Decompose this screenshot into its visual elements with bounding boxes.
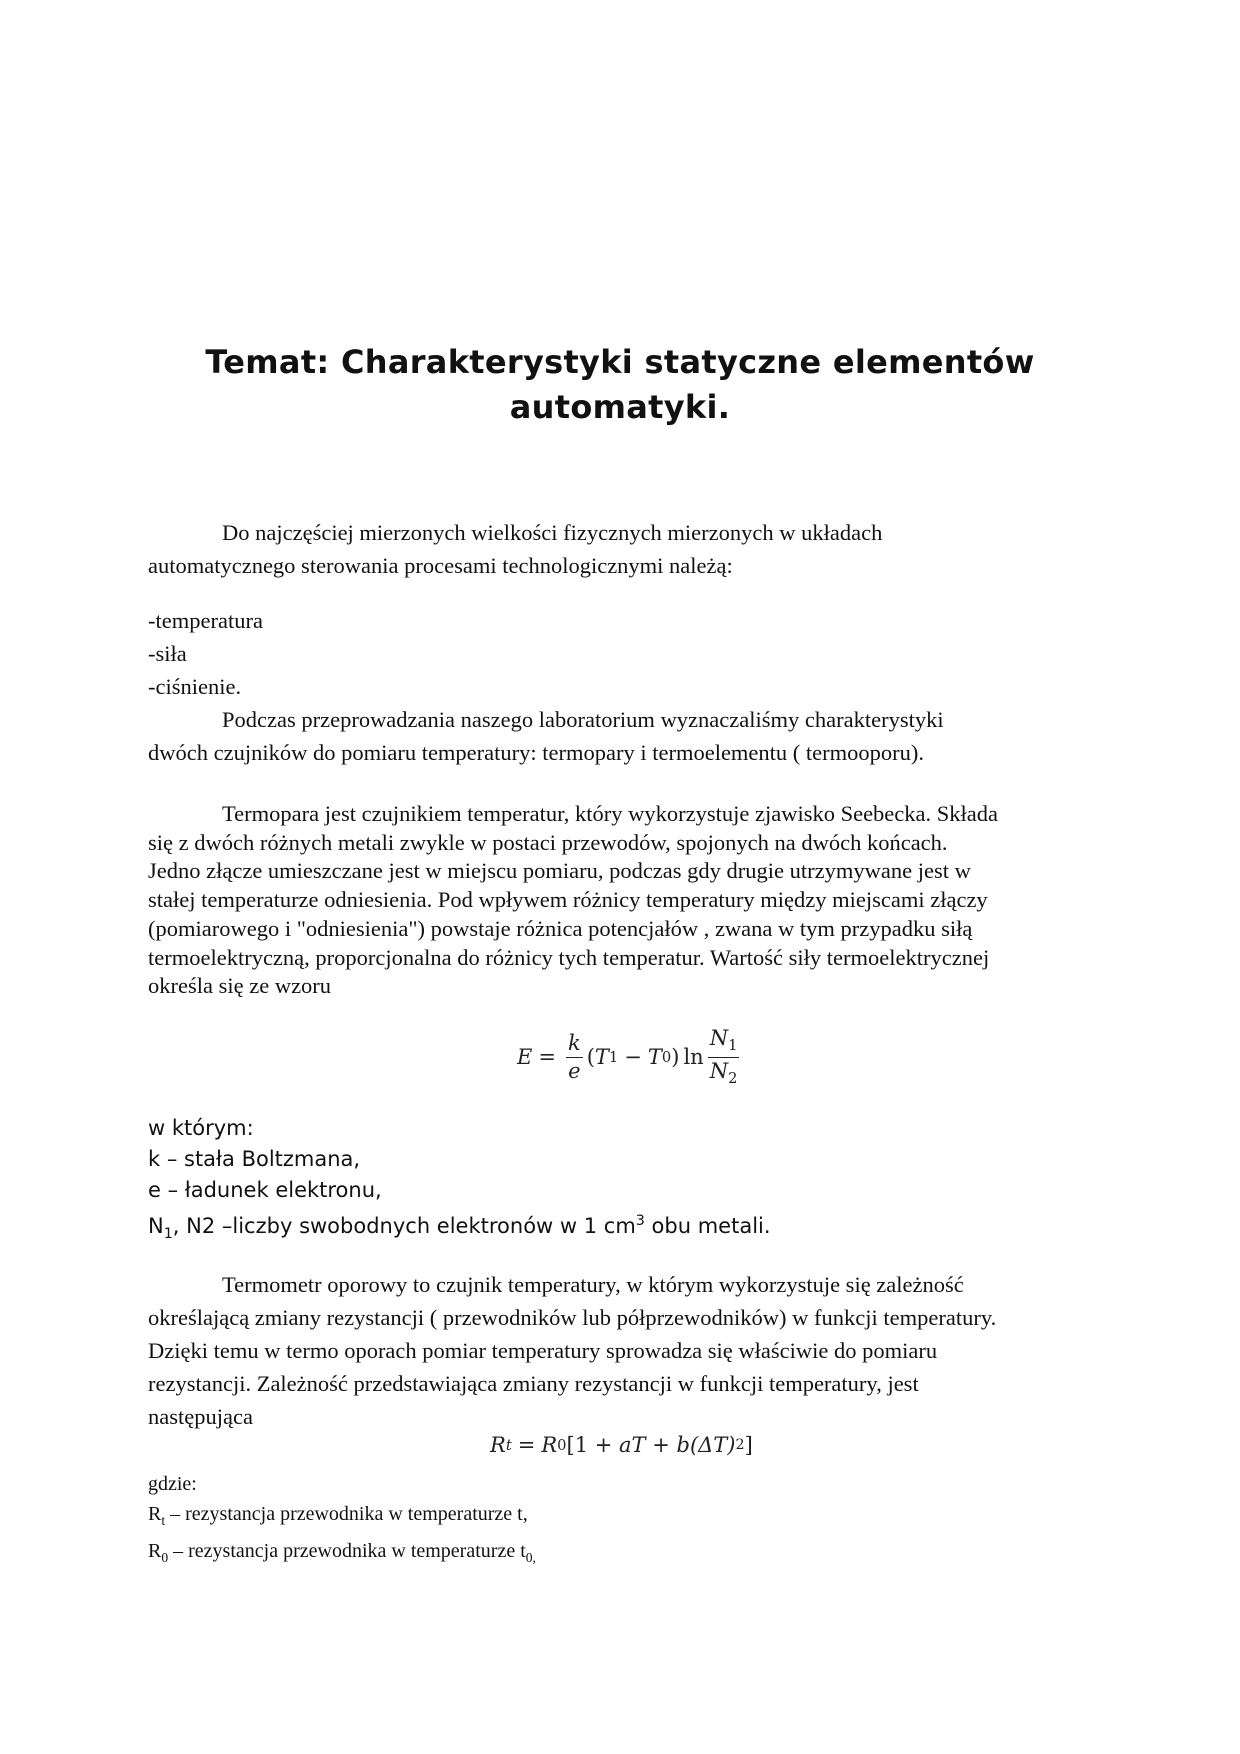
- formula-fraction: [708, 1028, 740, 1087]
- intro-line-2: automatycznego sterowania procesami technologicznymi należą:: [148, 553, 733, 578]
- formula-symbol: N: [709, 1058, 729, 1083]
- formula-subscript: 0: [557, 1436, 567, 1454]
- legend-text: obu metali.: [644, 1214, 771, 1238]
- intro-paragraph: [148, 516, 1094, 582]
- formula-symbol: T: [594, 1045, 609, 1070]
- lab-line-2: dwóch czujników do pomiaru temperatury: termopary i termoelementu ( termooporu).: [148, 740, 925, 765]
- where-symbol: R: [148, 1503, 162, 1525]
- where-item: [148, 1499, 1094, 1536]
- where-subscript: t: [161, 1513, 166, 1528]
- formula-subscript: 1: [608, 1048, 619, 1066]
- formula-symbol: R: [490, 1433, 506, 1457]
- rtd-line: określającą zmiany rezystancji ( przewodników lub półprzewodników) w funkcji temperatury.: [148, 1305, 997, 1330]
- rtd-line: Termometr oporowy to czujnik temperatury, w którym wykorzystuje się zależność: [222, 1272, 964, 1297]
- where-text: – rezystancja przewodnika w temperaturze t,: [165, 1503, 528, 1525]
- intro-line-1: Do najczęściej mierzonych wielkości fizycznych mierzonych w układach: [222, 520, 883, 545]
- where-subscript: 0: [161, 1550, 169, 1565]
- where-list: [148, 1469, 1094, 1573]
- resistance-formula: [490, 1433, 753, 1457]
- formula-legend: [148, 1113, 1094, 1250]
- title-line-1: Temat: Charakterystyki statyczne elementów: [205, 343, 1035, 381]
- legend-subscript: 1: [163, 1226, 173, 1243]
- list-item: -temperatura: [148, 608, 263, 633]
- formula-symbol: N: [709, 1026, 729, 1050]
- legend-item: k – stała Boltzmana,: [148, 1147, 361, 1171]
- formula-function: ln: [683, 1045, 704, 1070]
- seebeck-formula: [517, 1028, 743, 1087]
- formula-operator: +: [645, 1433, 677, 1457]
- formula-operator: =: [538, 1045, 556, 1070]
- formula-subscript: 0: [661, 1048, 672, 1066]
- formula-denominator: e: [568, 1058, 581, 1083]
- formula-bracket: [1 +: [566, 1433, 619, 1457]
- legend-item: e – ładunek elektronu,: [148, 1178, 382, 1202]
- formula-paren: (: [586, 1045, 595, 1070]
- lab-line-1: Podczas przeprowadzania naszego laboratorium wyznaczaliśmy charakterystyki: [222, 707, 944, 732]
- formula-symbol: E: [517, 1045, 533, 1070]
- formula-superscript: 2: [735, 1437, 745, 1453]
- formula-term: aT: [619, 1433, 646, 1457]
- where-label: gdzie:: [148, 1473, 197, 1495]
- thermocouple-line: (pomiarowego i "odniesienia") powstaje różnica potencjałów , zwana w tym przypadku siłą: [148, 915, 973, 941]
- lab-paragraph: [148, 703, 1094, 769]
- legend-text: , N2 –liczby swobodnych elektronów w 1 cm: [172, 1214, 636, 1238]
- where-item: [148, 1536, 1094, 1573]
- thermocouple-line: Jedno złącze umieszczane jest w miejscu pomiaru, podczas gdy drugie utrzymywane jest w: [148, 858, 971, 884]
- formula-subscript: 1: [728, 1037, 738, 1055]
- rtd-line: następująca: [148, 1404, 253, 1429]
- rtd-paragraph: [148, 1268, 1094, 1433]
- formula-operator: −: [624, 1045, 642, 1070]
- formula-subscript: 2: [728, 1069, 738, 1087]
- rtd-line: Dzięki temu w termo oporach pomiar temperatury sprowadza się właściwie do pomiaru: [148, 1338, 938, 1363]
- legend-symbol: N: [148, 1214, 164, 1238]
- legend-superscript: 3: [635, 1213, 645, 1229]
- page-title: [160, 340, 1080, 430]
- title-line-2: automatyki.: [509, 388, 731, 426]
- thermocouple-paragraph: [148, 800, 1094, 1001]
- formula-numerator: k: [566, 1033, 583, 1058]
- formula-term: b: [676, 1433, 690, 1457]
- quantities-list: [148, 604, 1094, 703]
- legend-item: [148, 1206, 1094, 1250]
- formula-bracket: ]: [744, 1433, 753, 1457]
- where-text: – rezystancja przewodnika w temperaturze t: [168, 1540, 526, 1562]
- list-item: -ciśnienie.: [148, 674, 242, 699]
- formula-fraction: [566, 1030, 583, 1083]
- formula-operator: =: [517, 1433, 536, 1457]
- rtd-line: rezystancji. Zależność przedstawiająca zmiany rezystancji w funkcji temperatury, jest: [148, 1371, 919, 1396]
- formula-symbol: T: [647, 1045, 662, 1070]
- thermocouple-line: stałej temperaturze odniesienia. Pod wpływem różnicy temperatury między miejscami złączy: [148, 887, 988, 913]
- list-item: -siła: [148, 641, 187, 666]
- where-subscript: 0,: [525, 1550, 536, 1565]
- formula-paren: ): [671, 1045, 680, 1070]
- formula-symbol: R: [541, 1433, 558, 1457]
- thermocouple-line: Termopara jest czujnikiem temperatur, który wykorzystuje zjawisko Seebecka. Składa: [222, 801, 999, 826]
- thermocouple-line: się z dwóch różnych metali zwykle w postaci przewodów, spojonych na dwóch końcach.: [148, 829, 948, 855]
- legend-intro: w którym:: [148, 1116, 254, 1140]
- where-symbol: R: [148, 1540, 162, 1562]
- formula-subscript: t: [505, 1436, 512, 1454]
- thermocouple-line: termoelektryczną, proporcjonalna do różnicy tych temperatur. Wartość siły termoelektrycznej: [148, 944, 990, 970]
- formula-term: (ΔT): [689, 1433, 736, 1457]
- thermocouple-line: określa się ze wzoru: [148, 973, 332, 999]
